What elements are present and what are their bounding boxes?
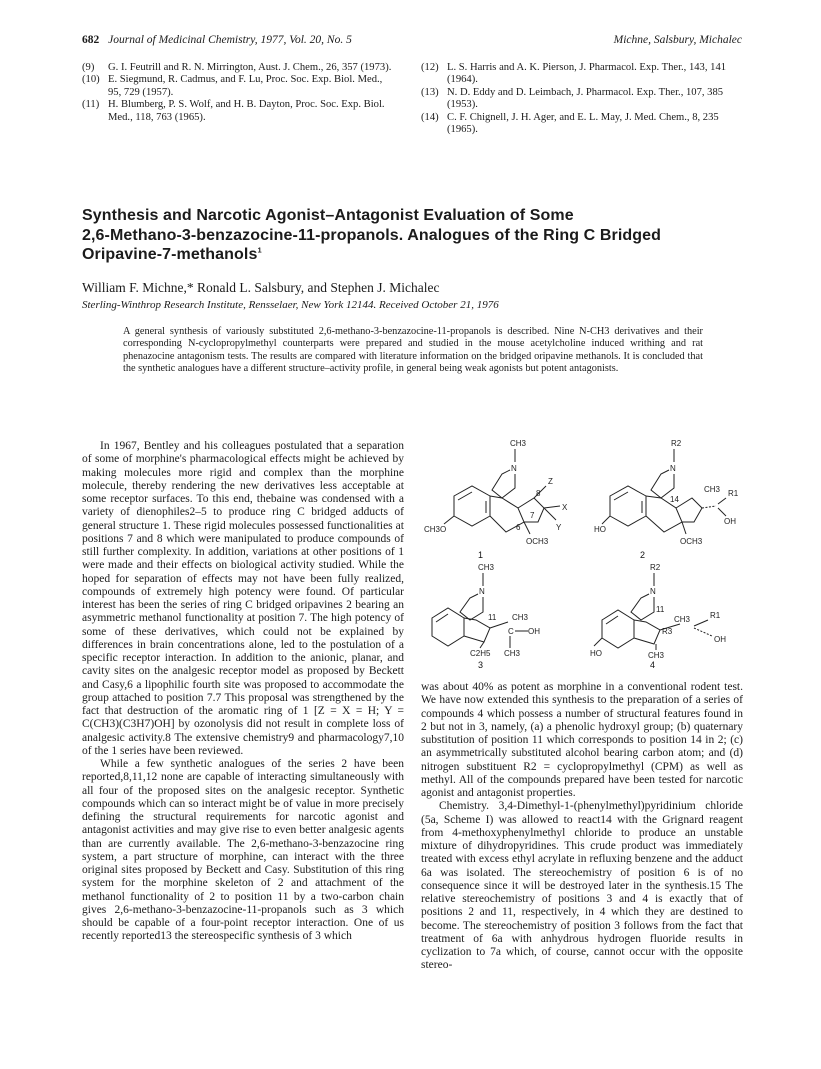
position-label: 14 [670,495,679,504]
compound-number: 2 [640,550,646,560]
position-label: 7 [530,511,535,520]
atom-label: CH3 [648,651,665,660]
references-left [82,62,397,124]
title-line-text: Oripavine-7-methanols [82,246,258,263]
atom-label: N [650,587,656,596]
atom-label: OH [724,517,736,526]
body-column-right [421,681,743,973]
running-authors: Michne, Salsbury, Michalec [613,34,742,46]
atom-label: OH [714,635,726,644]
reference-item [421,87,741,112]
structure-figure [418,436,746,670]
structure-1 [424,439,568,560]
atom-label: HO [590,649,602,658]
position-label: 8 [536,489,541,498]
compound-number: 1 [478,550,484,560]
atom-label: CH3 [512,613,529,622]
reference-number: (11) [82,99,100,111]
title-line [82,245,742,265]
substituent-label: Y [556,523,562,532]
atom-label: CH3 [478,563,495,572]
structure-2 [594,439,739,560]
article-title [82,206,742,265]
atom-label: N [670,464,676,473]
reference-text: C. F. Chignell, J. H. Ager, and E. L. May, J. Med. Chem., 8, 235 (1965). [447,111,719,136]
substituent-label: Z [548,477,553,486]
atom-label: C [508,627,514,636]
atom-label: HO [594,525,606,534]
reference-text: E. Siegmund, R. Cadmus, and F. Lu, Proc. Soc. Exp. Biol. Med., 95, 729 (1957). [108,74,383,98]
atom-label: CH3 [504,649,521,658]
page-number: 682 [82,34,100,46]
body-column-left [82,440,404,944]
structure-4 [590,563,726,670]
running-header [82,34,742,46]
substituent-label: X [562,503,568,512]
compound-number: 3 [478,660,484,670]
affiliation: Sterling-Winthrop Research Institute, Rensselaer, New York 12144. Received October 21, 1976 [82,299,499,311]
substituent-label: R1 [710,611,721,620]
position-label: 11 [488,613,497,622]
chemical-structures [418,436,746,670]
body-paragraph: was about 40% as potent as morphine in a conventional rodent test. We have now extended this synthesis to the preparation of a series of compounds 4 which possess a number of structural features found in 2 but not in 3, namely, (a) a phenolic hydroxyl group; (b) quaternary substitution of position 11 which corresponds to position 14 in 2; (c) an asymmetrically substituted alcohol bearing carbon atom; and (d) nitrogen substituent R2 = cyclopropylmethyl (CPM) as well as methyl. All of the compounds prepared have been tested for narcotic agonist and antagonist properties. [421,681,743,799]
reference-item [421,112,741,137]
structure-3 [432,563,540,670]
atom-label: CH3 [510,439,527,448]
reference-number: (14) [421,111,439,123]
atom-label: OH [528,627,540,636]
references-right [421,62,741,136]
journal-citation: Journal of Medicinal Chemistry, 1977, Vol. 20, No. 5 [108,34,352,46]
reference-item [82,74,397,99]
reference-number: (9) [82,62,95,73]
reference-item [82,99,397,124]
atom-label: CH3 [674,615,691,624]
reference-number: (13) [421,86,439,98]
atom-label: N [511,464,517,473]
position-label: 6 [516,523,521,532]
title-line: 2,6-Methano-3-benzazocine-11-propanols. Analogues of the Ring C Bridged [82,226,661,244]
body-paragraph: In 1967, Bentley and his colleagues postulated that a separation of some of morphine's pharmacological effects might be achieved by making molecules more rigid and complex than the morphine molecule, thereby rendering the new derivatives less acceptable at some receptor surfaces. To this end, thebaine was condensed with a variety of dienophiles2–5 to produce ring C bridged adducts of general structure 1. These rigid molecules possessed functionalities at positions 7 and 8 which were manipulated to produce compounds of still further complexity. In addition, variations at other positions of 1 were made and their effects on biological activity studied. While the hoped for separation of effects may not have been fully realized, compounds of extremely high potency were found. Of particular interest has been the series of ring C bridged oripavines 2 bearing an asymmetric methanol functionality at position 7. The high potency of some of these derivatives, which could not be explained by differences in brain concentrations alone, led to the postulation of a specific receptor interaction. In addition to the anionic, planar, and cavity sites on the analgesic receptor model as proposed by Beckett and Casy,6 a lipophilic fourth site was proposed to accommodate the group attached to position 7.7 This proposal was strengthened by the fact that destruction of the aromatic ring of 1 [Z = X = H; Y = C(CH3)(C3H7)OH] by ozonolysis did not result in complete loss of analgesic activity.8 The extensive chemistry9 and pharmacology7,10 of the 1 series have been reviewed. [82,440,404,757]
atom-label: CH3 [704,485,721,494]
title-line: Synthesis and Narcotic Agonist–Antagonist Evaluation of Some [82,207,574,224]
author-list: William F. Michne,* Ronald L. Salsbury, and Stephen J. Michalec [82,280,440,295]
atom-label: C2H5 [470,649,491,658]
abstract: A general synthesis of variously substituted 2,6-methano-3-benzazocine-11-propanols is described. Nine N-CH3 derivatives and their corresponding N-cyclopropylmethyl counterparts were prepared and studied in the mouse acetylcholine induced writhing and rat phenazocine antagonism tests. The results are compared with literature information on the bridged oripavine methanols. It is concluded that the synthetic analogues have a different structure–activity profile, in general being weak agonists but potent antagonists. [123,326,703,375]
substituent-label: R1 [728,489,739,498]
reference-text: H. Blumberg, P. S. Wolf, and H. B. Dayton, Proc. Soc. Exp. Biol. Med., 118, 763 (1965). [108,99,385,123]
title-footnote-mark: 1 [257,245,262,255]
atom-label: OCH3 [680,537,703,546]
compound-number: 4 [650,660,656,670]
position-label: 11 [656,605,665,614]
atom-label: R2 [671,439,682,448]
atom-label: OCH3 [526,537,549,546]
reference-item [82,62,397,74]
body-paragraph: While a few synthetic analogues of the series 2 have been reported,8,11,12 none are capable of interacting simultaneously with all four of the proposed sites on the analgesic receptor. Synthetic compounds which can so interact might be of value in more precisely defining the structural requirements for narcotic agonist and antagonist activities and may give rise to even better analgesic agents than are currently available. The 2,6-methano-3-benzazocine ring system, a part structure of morphine, can interact with the three original sites proposed by Beckett and Casy. Substitution of this ring system for the morphine skeleton of 2 and attachment of the methanol functionality of 2 to position 11 by a two-carbon chain gives 2,6-methano-3-benzazocine-11-propanols such as 3 which should be capable of a four-point receptor interaction. One of us recently reported13 the stereospecific synthesis of 3 which [82,758,404,943]
reference-text: L. S. Harris and A. K. Pierson, J. Pharmacol. Exp. Ther., 143, 141 (1964). [447,62,727,86]
body-paragraph: Chemistry. 3,4-Dimethyl-1-(phenylmethyl)pyridinium chloride (5a, Scheme I) was allowed to react14 with the Grignard reagent from 4-methoxyphenylmethyl chloride to produce an unstable mixture of dihydropyridines. This crude product was immediately treated with excess ethyl acrylate in refluxing benzene and the adduct 6a was isolated. The stereochemistry of position 6 is of no consequence since it will be destroyed later in the synthesis.15 The relative stereochemistry of positions 3 and 4 is exactly that of positions 2 and 11, respectively, in 4 which they are destined to become. The stereochemistry of position 3 follows from the fact that treatment of 6a with anhydrous hydrogen fluoride results in cyclization to 7a which, of course, cannot occur with the opposite stereo- [421,800,743,972]
substituent-label: R3 [662,627,673,636]
reference-text: N. D. Eddy and D. Leimbach, J. Pharmacol. Exp. Ther., 107, 385 (1953). [447,86,724,111]
reference-number: (10) [82,74,100,86]
atom-label: N [479,587,485,596]
reference-number: (12) [421,62,439,73]
atom-label: CH3O [424,525,447,534]
reference-text: G. I. Feutrill and R. N. Mirrington, Aust. J. Chem., 26, 357 (1973). [108,62,392,73]
atom-label: R2 [650,563,661,572]
reference-item [421,62,741,87]
